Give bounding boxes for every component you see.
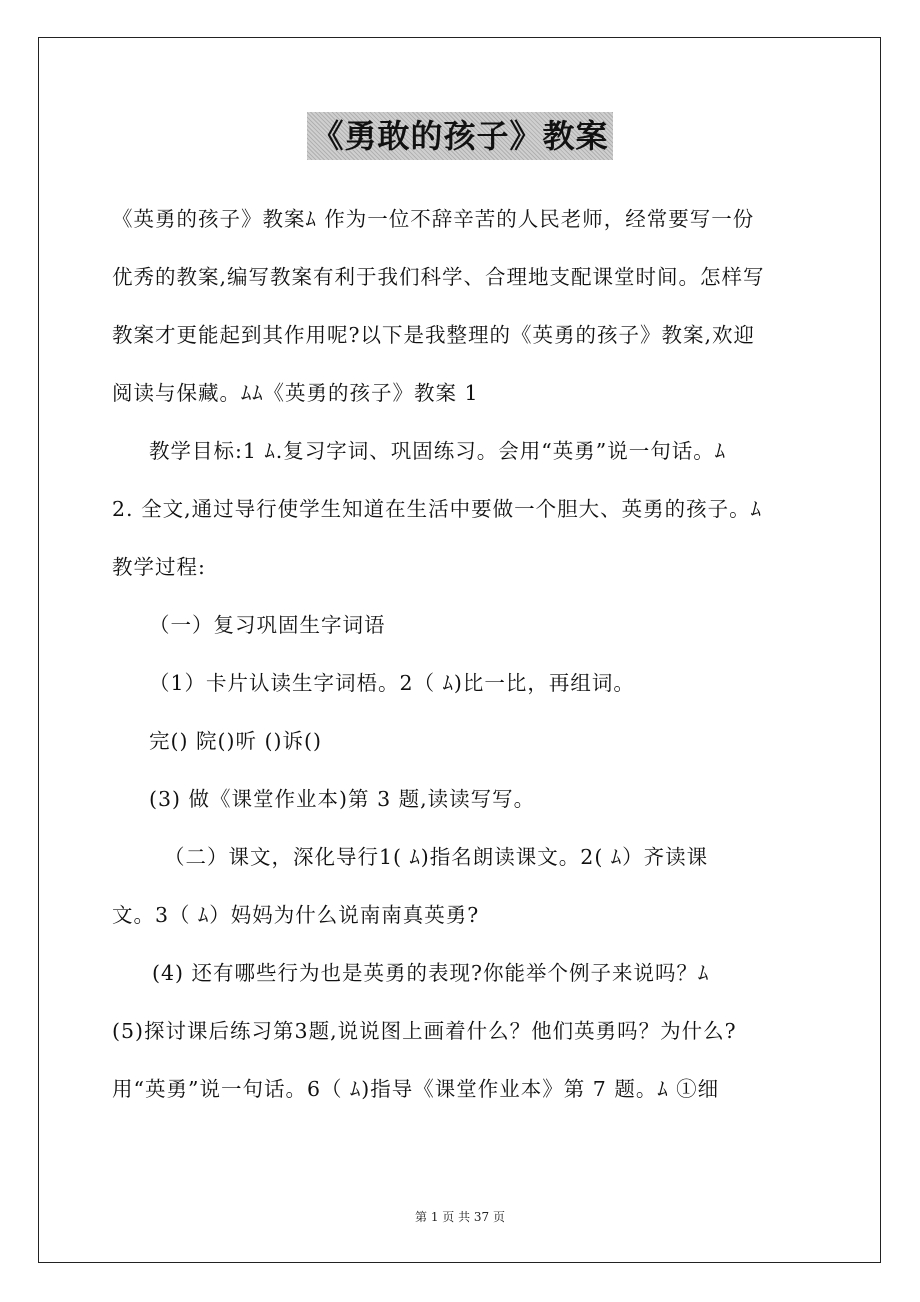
body-line: (4) 还有哪些行为也是英勇的表现?你能举个例子来说吗？ﾑ [152, 961, 710, 985]
body-line: 阅读与保藏。ﾑﾑ《英勇的孩子》教案 1 [112, 381, 479, 405]
document-title: 《勇敢的孩子》教案 [307, 112, 612, 160]
body-line: (3) 做《课堂作业本)第 3 题,读读写写。 [149, 787, 536, 811]
title-container [0, 112, 920, 160]
body-line: 教学过程: [112, 555, 206, 579]
body-line: 用“英勇”说一句话。6（ ﾑ)指导《课堂作业本》第 7 题。ﾑ ①细 [112, 1077, 720, 1101]
body-line: 2. 全文,通过导行使学生知道在生活中要做一个胆大、英勇的孩子。ﾑ [112, 497, 762, 521]
body-line: （一）复习巩固生字词语 [149, 613, 386, 637]
body-line: 文。3（ ﾑ）妈妈为什么说南南真英勇? [112, 903, 480, 927]
body-line: (5)探讨课后练习第3题,说说图上画着什么？他们英勇吗？为什么? [112, 1019, 737, 1043]
body-line: 教学目标:1 ﾑ.复习字词、巩固练习。会用“英勇”说一句话。ﾑ [149, 439, 726, 463]
body-line: （1）卡片认读生字词梧。2（ ﾑ)比一比，再组词。 [149, 671, 635, 695]
body-line: 教案才更能起到其作用呢?以下是我整理的《英勇的孩子》教案,欢迎 [112, 323, 756, 347]
document-body [112, 190, 812, 1118]
body-line: 《英勇的孩子》教案ﾑ 作为一位不辞辛苦的人民老师，经常要写一份 [112, 207, 755, 231]
body-line: （二）课文，深化导行1( ﾑ)指名朗读课文。2( ﾑ）齐读课 [164, 845, 709, 869]
body-line: 优秀的教案,编写教案有利于我们科学、合理地支配课堂时间。怎样写 [112, 265, 765, 289]
page-footer: 第 1 页 共 37 页 [415, 1210, 505, 1224]
body-line: 完() 院()听 ()诉() [149, 729, 323, 753]
